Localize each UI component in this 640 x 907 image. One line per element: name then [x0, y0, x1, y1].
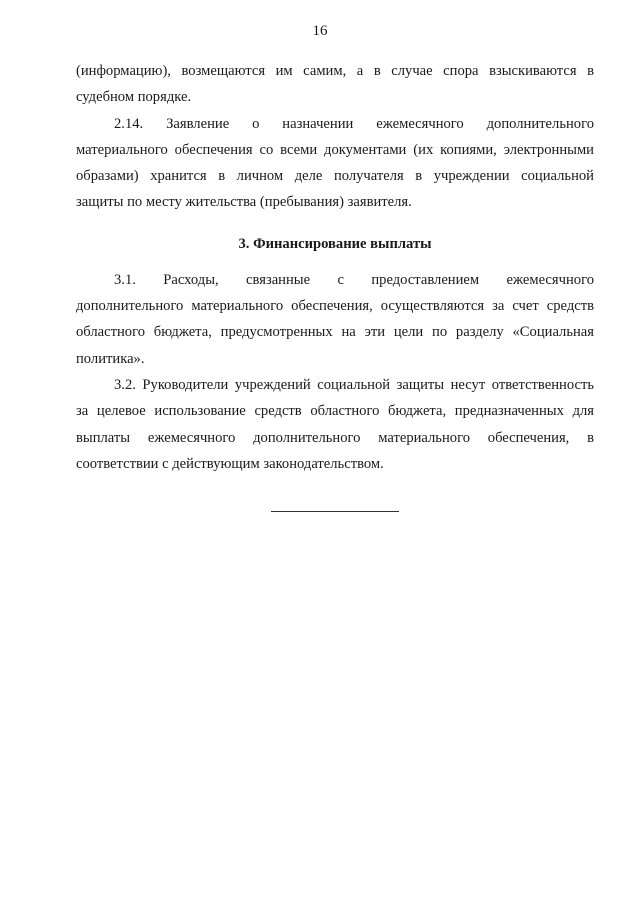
clause-2-14 — [76, 111, 594, 216]
text-line: выплаты ежемесячного дополнительного материального обеспечения, в — [76, 429, 594, 446]
text-line: 2.14. Заявление о назначении ежемесячного дополнительного — [114, 115, 594, 132]
clause-3-1 — [76, 267, 594, 372]
text-line: политика». — [76, 350, 145, 367]
section-2-continuation — [76, 58, 594, 111]
text-line: защиты по месту жительства (пребывания) заявителя. — [76, 194, 412, 211]
text-line: судебном порядке. — [76, 89, 192, 106]
text-line: дополнительного материального обеспечения, осуществляются за счет средств — [76, 298, 594, 315]
text-line: соответствии с действующим законодательством. — [76, 455, 384, 472]
text-line: 3.2. Руководители учреждений социальной защиты несут ответственность — [114, 376, 594, 393]
text-line: за целевое использование средств областного бюджета, предназначенных для — [76, 403, 594, 420]
text-line: материального обеспечения со всеми документами (их копиями, электронными — [76, 141, 594, 158]
end-of-document-rule — [271, 511, 399, 512]
clause-3-2 — [76, 372, 594, 477]
page-number: 16 — [312, 23, 328, 39]
text-line: образами) хранится в личном деле получателя в учреждении социальной — [76, 168, 594, 185]
text-line: 3.1. Расходы, связанные с предоставлением ежемесячного — [114, 271, 594, 288]
document-body — [76, 58, 594, 477]
section-3-heading: 3. Финансирование выплаты — [238, 235, 432, 252]
text-line: областного бюджета, предусмотренных на эти цели по разделу «Социальная — [76, 324, 594, 341]
text-line: (информацию), возмещаются им самим, а в случае спора взыскиваются в — [76, 63, 594, 79]
